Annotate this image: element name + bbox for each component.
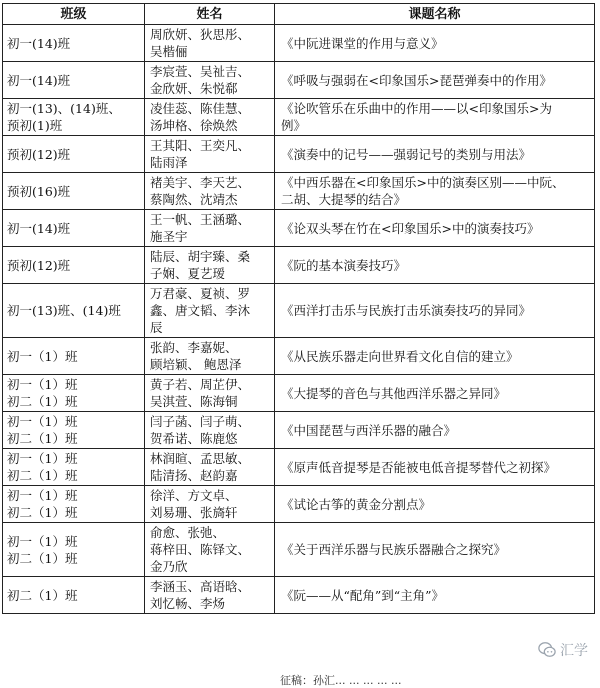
names-cell-line: 顾培颖、 鲍恩泽 — [150, 357, 242, 372]
names-cell-line: 汤坤格、徐焕然 — [150, 118, 238, 133]
table-header-row — [3, 4, 595, 25]
names-cell-line: 李宸萱、吴祉吉、 — [150, 64, 251, 79]
names-cell — [145, 99, 275, 136]
title-cell-line: 《西洋打击乐与民族打击乐演奏技巧的异同》 — [281, 303, 532, 318]
names-cell-line: 陆清扬、赵韵嘉 — [150, 468, 238, 483]
names-cell-line: 蔡陶然、沈靖杰 — [150, 192, 238, 207]
class-cell-line: 初二（1）班 — [7, 468, 78, 483]
table-row — [3, 284, 595, 338]
class-cell — [3, 173, 145, 210]
title-cell — [275, 338, 595, 375]
class-cell — [3, 210, 145, 247]
class-cell — [3, 284, 145, 338]
class-cell — [3, 523, 145, 577]
class-cell-line: 初一(13)班、(14)班 — [7, 303, 121, 318]
title-cell-line: 二胡、大提琴的结合》 — [281, 192, 407, 207]
names-cell-line: 黄子若、周芷伊、 — [150, 377, 251, 392]
names-cell — [145, 173, 275, 210]
table-row — [3, 412, 595, 449]
names-cell-line: 贺希诺、陈鹿悠 — [150, 431, 238, 446]
names-cell-line: 凌佳蕊、陈佳慧、 — [150, 101, 251, 116]
table-row — [3, 523, 595, 577]
class-cell-line: 初一（1）班 — [7, 451, 78, 466]
table-row — [3, 486, 595, 523]
class-cell — [3, 577, 145, 614]
class-cell-line: 初二（1）班 — [7, 431, 78, 446]
class-cell-line: 初一(13)、(14)班、 — [7, 101, 121, 116]
title-cell-line: 《试论古筝的黄金分割点》 — [281, 496, 432, 512]
table-row — [3, 577, 595, 614]
names-cell-line: 吴楷俪 — [150, 44, 188, 59]
title-cell-line: 《中国琵琶与西洋乐器的融合》 — [281, 422, 457, 438]
names-cell-line: 施圣宇 — [150, 229, 188, 244]
names-cell — [145, 25, 275, 62]
class-cell-line: 预初(12)班 — [7, 257, 71, 273]
class-cell — [3, 136, 145, 173]
title-cell — [275, 99, 595, 136]
title-cell-line: 《原声低音提琴是否能被电低音提琴替代之初探》 — [281, 459, 557, 475]
names-cell-line: 子娴、夏艺瑷 — [150, 266, 226, 281]
header-class: 班级 — [3, 4, 145, 25]
chat-bubble-icon — [538, 641, 556, 659]
names-cell — [145, 338, 275, 375]
title-cell-line: 例》 — [281, 118, 307, 133]
title-cell-line: 《阮的基本演奏技巧》 — [281, 257, 407, 273]
names-cell-line: 闫子菡、闫子萌、 — [150, 414, 251, 429]
names-cell — [145, 247, 275, 284]
table-body — [3, 25, 595, 614]
names-cell — [145, 210, 275, 247]
table-row — [3, 375, 595, 412]
table-row — [3, 338, 595, 375]
table-row — [3, 247, 595, 284]
class-cell — [3, 449, 145, 486]
title-cell — [275, 375, 595, 412]
watermark-text: 汇学 — [560, 643, 588, 659]
footer-text: 征稿：孙汇... ... ... ... ... — [280, 674, 402, 687]
title-cell — [275, 62, 595, 99]
class-cell — [3, 25, 145, 62]
class-cell-line: 预初(1)班 — [7, 118, 63, 133]
title-cell-line: 《呼吸与强弱在<印象国乐>琵琶弹奏中的作用》 — [281, 72, 552, 88]
title-cell — [275, 449, 595, 486]
title-cell-line: 《阮——从“配角”到“主角”》 — [281, 587, 445, 603]
names-cell-line: 周欣妍、狄思彤、 — [150, 27, 251, 42]
names-cell-line: 鑫、唐文韬、李沐 — [150, 303, 251, 318]
class-cell-line: 预初(12)班 — [7, 146, 71, 162]
title-cell-line: 《演奏中的记号——强弱记号的类别与用法》 — [281, 146, 532, 162]
title-cell-line: 《论吹管乐在乐曲中的作用——以<印象国乐>为 — [281, 101, 552, 116]
class-cell — [3, 99, 145, 136]
names-cell — [145, 577, 275, 614]
title-cell — [275, 284, 595, 338]
names-cell-line: 俞愈、张弛、 — [150, 525, 226, 540]
table-row — [3, 173, 595, 210]
class-cell-line: 初一(14)班 — [7, 220, 71, 236]
table-row — [3, 449, 595, 486]
table-row — [3, 25, 595, 62]
class-cell-line: 初二（1）班 — [7, 505, 78, 520]
names-cell-line: 辰 — [150, 320, 163, 335]
names-cell — [145, 284, 275, 338]
names-cell-line: 王其阳、王奕凡、 — [150, 138, 251, 153]
title-cell — [275, 577, 595, 614]
class-cell — [3, 247, 145, 284]
names-cell-line: 褚美宇、李天艺、 — [150, 175, 251, 190]
names-cell-line: 刘易珊、张旖轩 — [150, 505, 238, 520]
title-cell — [275, 523, 595, 577]
watermark — [538, 640, 588, 660]
names-cell — [145, 523, 275, 577]
class-cell — [3, 375, 145, 412]
names-cell-line: 林润暄、孟思敏、 — [150, 451, 251, 466]
class-cell-line: 初一（1）班 — [7, 533, 78, 549]
title-cell — [275, 247, 595, 284]
title-cell — [275, 25, 595, 62]
class-cell — [3, 412, 145, 449]
class-cell-line: 初二（1）班 — [7, 394, 78, 409]
header-title: 课题名称 — [275, 4, 595, 25]
names-cell-line: 王一帆、王涵璐、 — [150, 212, 251, 227]
names-cell-line: 李涵玉、高语晗、 — [150, 579, 251, 594]
class-cell-line: 预初(16)班 — [7, 183, 71, 199]
class-cell-line: 初一（1）班 — [7, 377, 78, 392]
title-cell-line: 《论双头琴在竹在<印象国乐>中的演奏技巧》 — [281, 220, 540, 236]
class-cell-line: 初一(14)班 — [7, 72, 71, 88]
names-cell — [145, 136, 275, 173]
names-cell — [145, 412, 275, 449]
names-cell-line: 蒋梓田、陈铎文、 — [150, 542, 251, 557]
title-cell — [275, 136, 595, 173]
table-row — [3, 99, 595, 136]
names-cell-line: 刘忆畅、李炀 — [150, 596, 226, 611]
title-cell — [275, 412, 595, 449]
names-cell — [145, 449, 275, 486]
names-cell-line: 万君豪、夏祯、罗 — [150, 286, 251, 301]
header-names: 姓名 — [145, 4, 275, 25]
names-cell — [145, 62, 275, 99]
title-cell-line: 《大提琴的音色与其他西洋乐器之异同》 — [281, 385, 507, 401]
table-row — [3, 210, 595, 247]
names-cell-line: 徐洋、方文卓、 — [150, 488, 238, 503]
names-cell-line: 金乃欣 — [150, 559, 188, 574]
class-cell — [3, 486, 145, 523]
title-cell-line: 《中西乐器在<印象国乐>中的演奏区别——中阮、 — [281, 175, 565, 190]
class-cell-line: 初二（1）班 — [7, 550, 78, 566]
class-cell-line: 初一（1）班 — [7, 488, 78, 503]
names-cell — [145, 486, 275, 523]
project-table-wrapper — [2, 3, 594, 614]
class-cell — [3, 62, 145, 99]
class-cell-line: 初二（1）班 — [7, 587, 78, 603]
class-cell-line: 初一（1）班 — [7, 348, 78, 364]
class-cell — [3, 338, 145, 375]
title-cell-line: 《关于西洋乐器与民族乐器融合之探究》 — [281, 542, 507, 557]
names-cell-line: 张韵、李嘉妮、 — [150, 340, 238, 355]
names-cell-line: 金欣妍、朱悦郗 — [150, 81, 238, 96]
names-cell — [145, 375, 275, 412]
title-cell — [275, 173, 595, 210]
names-cell-line: 陆辰、胡宇臻、桑 — [150, 249, 251, 264]
names-cell-line: 陆雨泽 — [150, 155, 188, 170]
title-cell-line: 《中阮进课堂的作用与意义》 — [281, 35, 444, 51]
project-table — [2, 3, 595, 614]
title-cell — [275, 210, 595, 247]
table-row — [3, 136, 595, 173]
names-cell-line: 吴淇萱、陈海铜 — [150, 394, 238, 409]
title-cell — [275, 486, 595, 523]
table-row — [3, 62, 595, 99]
class-cell-line: 初一(14)班 — [7, 35, 71, 51]
class-cell-line: 初一（1）班 — [7, 414, 78, 429]
title-cell-line: 《从民族乐器走向世界看文化自信的建立》 — [281, 348, 519, 364]
